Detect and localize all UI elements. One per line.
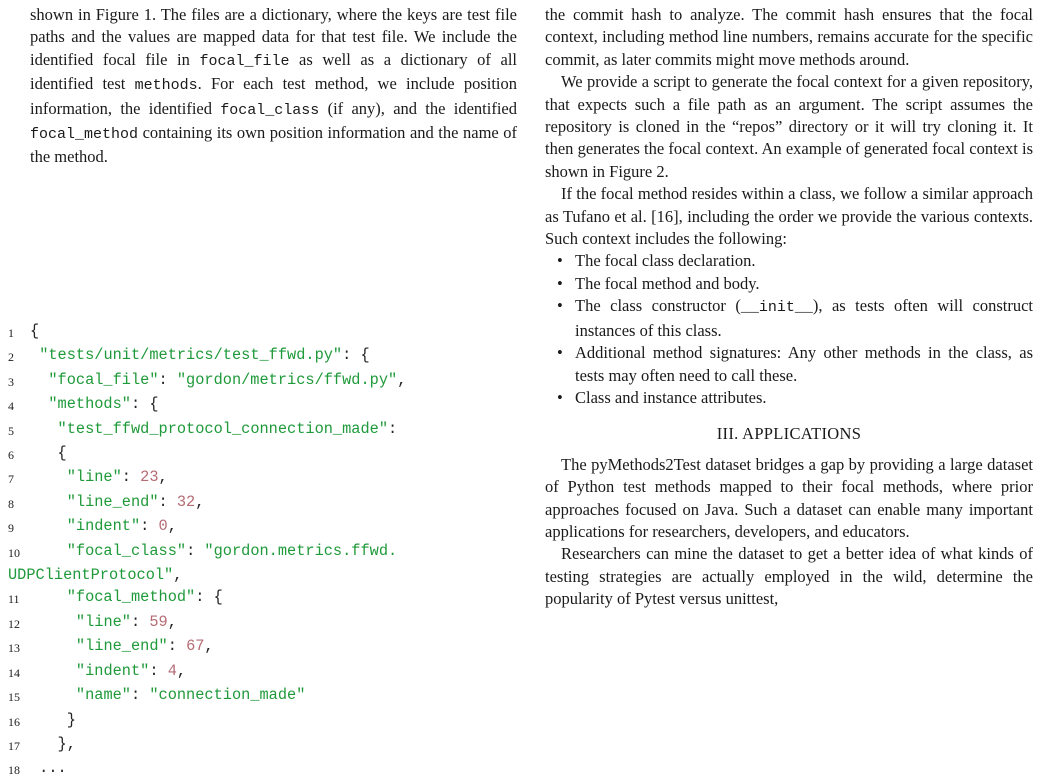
code-token: "indent" — [66, 517, 141, 536]
left-column — [30, 4, 517, 169]
code-line — [8, 344, 528, 368]
code-token — [30, 468, 67, 486]
code-token: "line" — [66, 468, 122, 487]
code-line — [8, 709, 528, 733]
list-item: • The class constructor (__init__), as tests often will construct instances of this class. — [545, 295, 1033, 342]
code-text — [30, 466, 168, 490]
code-line — [8, 418, 528, 442]
code-listing — [8, 320, 528, 782]
line-number: 12 — [8, 616, 20, 631]
code-token: "test_ffwd_protocol_connection_made" — [57, 419, 389, 438]
code-token: "line_end" — [66, 492, 159, 511]
code-token — [30, 613, 76, 631]
right-paragraph-5: Researchers can mine the dataset to get a better idea of what kinds of testing strategies are actually employed in the wild, determine the popularity of Pytest versus unittest, — [545, 544, 1033, 609]
code-token: ... — [30, 759, 67, 778]
code-token: : — [388, 419, 398, 438]
code-line — [8, 757, 528, 781]
code-token: 32 — [176, 492, 196, 511]
code-token — [30, 395, 48, 413]
inline-code-focal-file: focal_file — [199, 52, 290, 70]
code-token: "tests/unit/metrics/test_ffwd.py" — [39, 346, 343, 365]
code-token — [30, 371, 48, 389]
code-text — [30, 369, 406, 393]
code-text — [30, 393, 159, 417]
code-text — [30, 611, 177, 635]
line-number: 4 — [8, 399, 14, 414]
code-line — [8, 635, 528, 659]
code-token: , — [173, 566, 183, 585]
code-line — [8, 320, 528, 344]
code-text — [30, 586, 223, 610]
code-token: : { — [195, 588, 223, 607]
code-token: "gordon/metrics/ffwd.py" — [176, 370, 398, 389]
code-text — [30, 491, 204, 515]
code-line — [8, 564, 528, 586]
code-token: 67 — [186, 637, 205, 656]
line-number: 14 — [8, 665, 20, 680]
code-token: , — [195, 492, 205, 511]
code-token — [30, 588, 67, 606]
code-line — [8, 491, 528, 515]
code-token: { — [30, 444, 67, 463]
code-line — [8, 393, 528, 417]
code-token: : — [158, 370, 177, 389]
code-token — [30, 637, 76, 655]
line-number: 3 — [8, 374, 14, 389]
code-token: : — [158, 492, 177, 511]
line-number: 8 — [8, 496, 14, 511]
code-text — [30, 320, 39, 344]
code-token: UDPClientProtocol" — [8, 566, 174, 585]
code-text — [30, 684, 305, 708]
section-heading: III. APPLICATIONS — [716, 424, 862, 444]
code-token — [30, 662, 76, 680]
code-token: : — [167, 637, 187, 656]
line-number: 7 — [8, 472, 14, 487]
code-token: "focal_method" — [66, 588, 196, 607]
code-token: "line_end" — [75, 637, 168, 656]
code-line — [8, 466, 528, 490]
left-paragraph-1: shown in Figure 1. The files are a dictionary, where the keys are test file paths and the values are mapped data for that test file. We include the identified focal file in focal_file as well as a dictionary of all identified test methods. For each test method, we include position information, the identified focal_class (if any), and the identified focal_method containing its own position information and the name of the method. — [30, 5, 518, 167]
code-text — [30, 635, 214, 659]
right-paragraph-4: The pyMethods2Test dataset bridges a gap by providing a large dataset of Python test methods mapped to their focal methods, where prior approaches focused on Java. Such a dataset can enable many important applications for researchers, developers, and educators. — [545, 454, 1033, 541]
code-token: "gordon.metrics.ffwd. — [204, 541, 398, 560]
code-line — [8, 369, 528, 393]
code-text — [8, 564, 182, 586]
code-text — [30, 515, 177, 539]
code-token: "connection_made" — [149, 686, 306, 705]
code-token — [30, 686, 76, 704]
code-line — [8, 586, 528, 610]
code-token: , — [167, 612, 177, 631]
code-token — [30, 493, 67, 511]
code-line — [8, 442, 528, 466]
code-token: : { — [130, 395, 159, 414]
code-text — [30, 540, 397, 564]
code-token — [30, 420, 58, 438]
code-token: : — [130, 686, 150, 705]
right-paragraph-3: If the focal method resides within a class, we follow a similar approach as Tufano et al. [16], including the order we provide the various contexts. Such context includes the following: — [545, 184, 1033, 249]
code-token: : — [140, 517, 159, 536]
code-token: , — [167, 517, 177, 536]
code-token: "methods" — [48, 395, 131, 414]
code-text — [30, 418, 397, 442]
code-line — [8, 515, 528, 539]
code-text — [30, 660, 186, 684]
list-item: • The focal class declaration. — [545, 250, 1033, 272]
line-number: 11 — [8, 592, 20, 607]
list-item: • Class and instance attributes. — [545, 387, 1033, 409]
code-text — [30, 709, 76, 733]
code-token: "line" — [75, 612, 131, 631]
line-number: 13 — [8, 641, 20, 656]
context-list — [545, 250, 1033, 409]
list-item: • The focal method and body. — [545, 273, 1033, 295]
code-token: }, — [30, 734, 76, 753]
inline-code-init: __init__ — [740, 299, 813, 317]
code-token: 0 — [158, 517, 168, 536]
line-number: 10 — [8, 545, 20, 560]
line-number: 15 — [8, 690, 20, 705]
code-token: : { — [342, 346, 370, 365]
code-line — [8, 611, 528, 635]
right-paragraph-1: the commit hash to analyze. The commit hash ensures that the focal context, including method line numbers, remains accurate for the specific commit, as later commits might move methods around. — [545, 5, 1033, 69]
code-token: "name" — [75, 686, 131, 705]
code-token — [30, 542, 67, 560]
code-token: : — [186, 541, 205, 560]
line-number: 1 — [8, 326, 14, 340]
code-line — [8, 660, 528, 684]
code-token: 59 — [149, 612, 168, 631]
code-token: "indent" — [75, 661, 150, 680]
right-column — [545, 4, 1033, 611]
code-token: , — [176, 661, 187, 680]
code-line — [8, 733, 528, 757]
line-number: 5 — [8, 423, 14, 438]
code-token: "focal_file" — [48, 370, 159, 389]
code-token: : — [130, 612, 150, 631]
code-text — [30, 344, 370, 368]
code-token — [30, 517, 67, 535]
line-number: 9 — [8, 521, 14, 536]
code-token: 4 — [167, 661, 177, 680]
line-number: 16 — [8, 714, 20, 729]
inline-code-focal-class: focal_class — [220, 101, 320, 119]
inline-code-methods: methods — [134, 77, 198, 95]
code-token: , — [397, 370, 407, 389]
line-number: 6 — [8, 448, 14, 463]
code-token: : — [121, 468, 141, 487]
line-number: 17 — [8, 738, 20, 753]
code-token: : — [149, 661, 168, 680]
line-number: 2 — [8, 350, 14, 365]
code-line — [8, 540, 528, 564]
line-number: 18 — [8, 763, 20, 778]
code-token: 23 — [140, 468, 159, 487]
right-paragraph-2: We provide a script to generate the focal context for a given repository, that expects such a file path as an argument. The script assumes the repository is cloned in the “repos” directory or it will try cloning it. It then generates the focal context. An example of generated focal context is shown in Figure 2. — [545, 72, 1033, 181]
code-token: , — [158, 468, 168, 487]
inline-code-focal-method: focal_method — [30, 126, 139, 144]
code-text — [30, 442, 67, 466]
list-item: • Additional method signatures: Any other methods in the class, as tests may often need to call these. — [545, 342, 1033, 387]
code-text — [30, 757, 67, 781]
code-token: "focal_class" — [66, 541, 187, 560]
code-token — [30, 346, 39, 364]
code-token: , — [204, 637, 214, 656]
code-token: { — [30, 322, 40, 340]
code-text — [30, 733, 76, 757]
code-token: } — [30, 710, 76, 729]
code-line — [8, 684, 528, 708]
